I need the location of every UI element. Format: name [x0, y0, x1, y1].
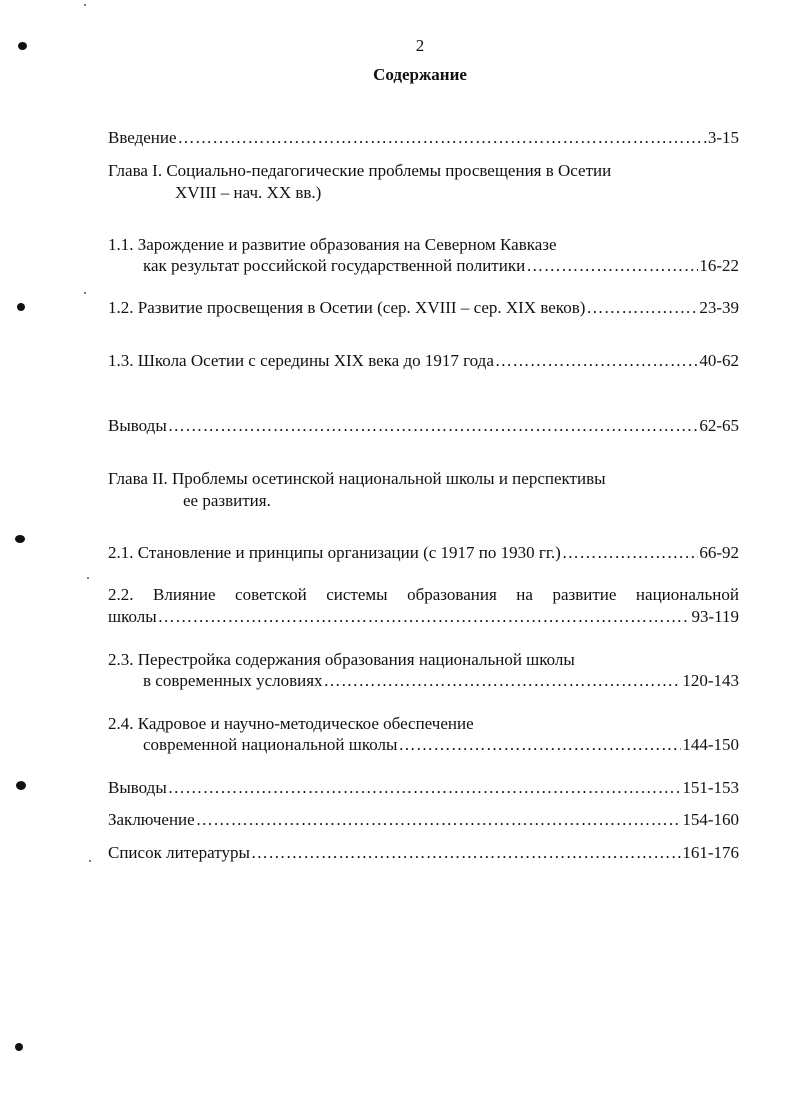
- dot-leader: [168, 416, 699, 436]
- section-2-2-title: 2.2. Влияние советской системы образования на развитие национальной: [108, 585, 739, 604]
- toc-entry-bibliography: [108, 843, 739, 863]
- toc-label: современной национальной школы: [143, 735, 398, 754]
- toc-label: как результат российской государственной политики: [143, 256, 526, 275]
- toc-entry-1-1: [143, 256, 739, 276]
- dot-leader: [158, 607, 691, 627]
- dot-leader: [398, 735, 681, 755]
- scan-speck: [84, 4, 86, 6]
- toc-pages: 120-143: [682, 671, 739, 690]
- toc-label: в современных условиях: [143, 671, 323, 690]
- chapter-2-title: Глава II. Проблемы осетинской национальной школы и перспективы: [108, 469, 606, 488]
- punch-mark: [17, 303, 25, 311]
- toc-label: Заключение: [108, 810, 195, 829]
- scan-speck: [84, 292, 86, 294]
- toc-pages: 151-153: [682, 778, 739, 797]
- toc-label: 1.3. Школа Осетии с середины XIX века до 1917 года: [108, 351, 494, 370]
- dot-leader: [168, 778, 682, 798]
- section-1-1-title: 1.1. Зарождение и развитие образования на Северном Кавказе: [108, 235, 557, 254]
- toc-entry-intro: [108, 128, 739, 148]
- toc-entry-2-4: [143, 735, 739, 755]
- toc-entry-1-2: [108, 298, 739, 318]
- toc-pages: 40-62: [699, 351, 739, 370]
- dot-leader: [251, 843, 681, 863]
- chapter-1-subtitle: XVIII – нач. XX вв.): [175, 183, 322, 202]
- punch-mark: [16, 781, 26, 790]
- page-number: 2: [415, 36, 425, 55]
- chapter-2-subtitle: ее развития.: [183, 491, 271, 510]
- toc-pages: 66-92: [699, 543, 739, 562]
- punch-mark: [15, 1043, 23, 1051]
- toc-entry-conclusions-2: [108, 778, 739, 798]
- dot-leader: [562, 543, 698, 563]
- toc-pages: 16-22: [699, 256, 739, 275]
- dot-leader: [178, 128, 707, 148]
- toc-pages: 93-119: [691, 607, 739, 626]
- toc-pages: 3-15: [707, 128, 739, 147]
- dot-leader: [526, 256, 698, 276]
- dot-leader: [495, 351, 698, 371]
- toc-entry-2-3: [143, 671, 739, 691]
- toc-pages: 161-176: [682, 843, 739, 862]
- toc-entry-1-3: [108, 351, 739, 371]
- toc-pages: 144-150: [682, 735, 739, 754]
- toc-pages: 23-39: [699, 298, 739, 317]
- scan-speck: [87, 577, 89, 579]
- punch-mark: [18, 42, 27, 50]
- scan-speck: [89, 860, 91, 862]
- section-2-3-title: 2.3. Перестройка содержания образования национальной школы: [108, 650, 575, 669]
- toc-label: школы: [108, 607, 157, 626]
- toc-entry-conclusions-1: [108, 416, 739, 436]
- dot-leader: [586, 298, 698, 318]
- dot-leader: [196, 810, 682, 830]
- toc-label: Список литературы: [108, 843, 250, 862]
- punch-mark: [15, 535, 25, 543]
- page-title: Содержание: [373, 65, 467, 84]
- toc-pages: 62-65: [699, 416, 739, 435]
- toc-entry-2-1: [108, 543, 739, 563]
- toc-entry-2-2: [108, 607, 739, 627]
- chapter-1-title: Глава I. Социально-педагогические проблемы просвещения в Осетии: [108, 161, 612, 180]
- toc-entry-conclusion: [108, 810, 739, 830]
- toc-label: 1.2. Развитие просвещения в Осетии (сер. XVIII – сер. XIX веков): [108, 298, 586, 317]
- toc-label: Выводы: [108, 778, 167, 797]
- toc-pages: 154-160: [682, 810, 739, 829]
- toc-label: 2.1. Становление и принципы организации (с 1917 по 1930 гг.): [108, 543, 561, 562]
- toc-label: Введение: [108, 128, 177, 147]
- toc-label: Выводы: [108, 416, 167, 435]
- section-2-4-title: 2.4. Кадровое и научно-методическое обеспечение: [108, 714, 474, 733]
- dot-leader: [324, 671, 682, 691]
